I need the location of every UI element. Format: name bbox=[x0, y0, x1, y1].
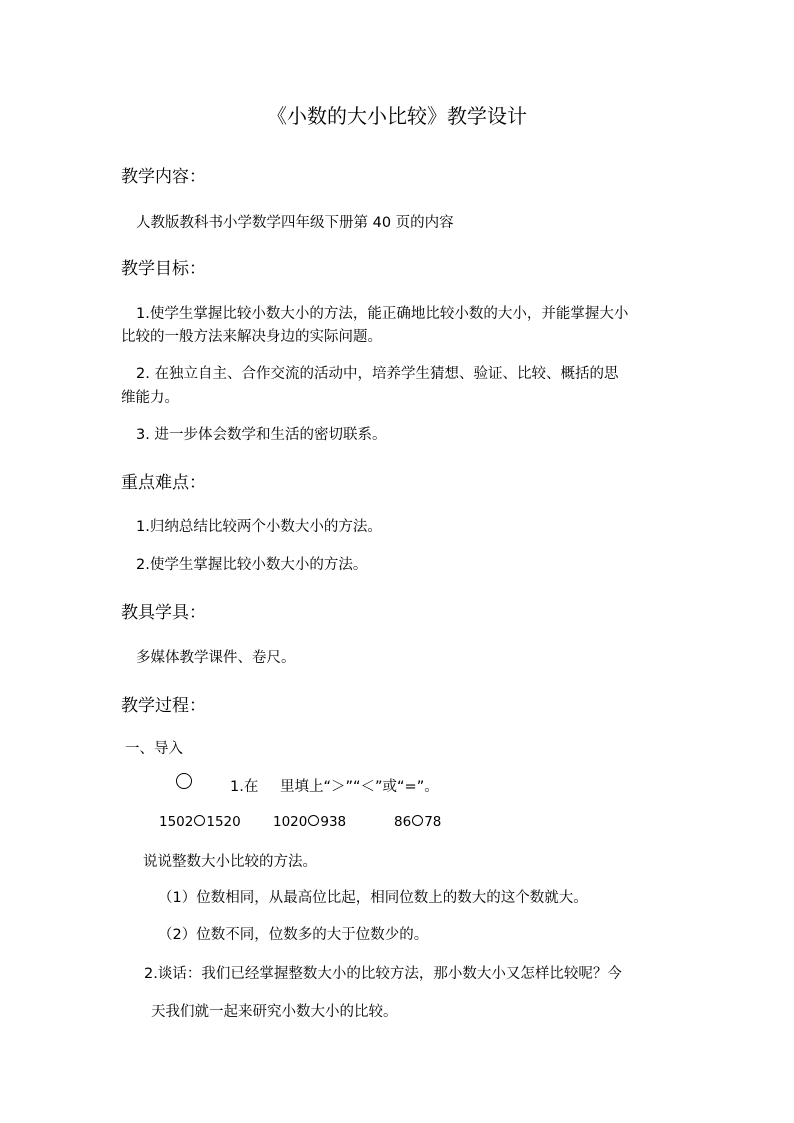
heading-goals: 教学目标： bbox=[121, 259, 206, 279]
heading-tools: 教具学具： bbox=[121, 603, 206, 623]
say-method: 说说整数大小比较的方法。 bbox=[143, 854, 317, 870]
key-point-1: 1.归纳总结比较两个小数大小的方法。 bbox=[136, 519, 382, 535]
talk-line-1: 2.谈话：我们已经掌握整数大小的比较方法，那小数大小又怎样比较呢？今 bbox=[144, 966, 622, 982]
question-1-prefix: 1.在 bbox=[230, 779, 259, 795]
talk-line-2: 天我们就一起来研究小数大小的比较。 bbox=[151, 1004, 398, 1020]
goal-2-line-1: 2. 在独立自主、合作交流的活动中，培养学生猜想、验证、比较、概括的思 bbox=[136, 366, 619, 382]
heading-process: 教学过程： bbox=[121, 696, 206, 716]
heading-key-points: 重点难点： bbox=[121, 473, 206, 493]
section-1-title: 一、导入 bbox=[125, 741, 183, 757]
circle-icon bbox=[194, 815, 205, 826]
blank-circle-icon bbox=[176, 773, 192, 789]
circle-icon bbox=[412, 815, 423, 826]
exercise-2: 1020 938 bbox=[273, 814, 347, 830]
circle-icon bbox=[308, 815, 319, 826]
goal-1-line-2: 比较的一般方法来解决身边的实际问题。 bbox=[121, 329, 382, 345]
rule-2: （2）位数不同，位数多的大于位数少的。 bbox=[158, 927, 429, 943]
question-1-suffix: 里填上“＞”“＜”或“=”。 bbox=[280, 779, 439, 795]
tools-text: 多媒体教学课件、卷尺。 bbox=[136, 650, 296, 666]
content-text: 人教版教科书小学数学四年级下册第 40 页的内容 bbox=[136, 215, 454, 231]
goal-1-line-1: 1.使学生掌握比较小数大小的方法，能正确地比较小数的大小，并能掌握大小 bbox=[136, 306, 629, 322]
exercise-1: 1502 1520 bbox=[159, 814, 241, 830]
key-point-2: 2.使学生掌握比较小数大小的方法。 bbox=[136, 557, 368, 573]
goal-3: 3. 进一步体会数学和生活的密切联系。 bbox=[136, 427, 387, 443]
goal-2-line-2: 维能力。 bbox=[121, 390, 179, 406]
exercise-3: 86 78 bbox=[394, 814, 442, 830]
document-title: 《小数的大小比较》教学设计 bbox=[267, 104, 527, 128]
heading-content: 教学内容： bbox=[121, 167, 206, 187]
rule-1: （1）位数相同，从最高位比起，相同位数上的数大的这个数就大。 bbox=[158, 890, 588, 906]
